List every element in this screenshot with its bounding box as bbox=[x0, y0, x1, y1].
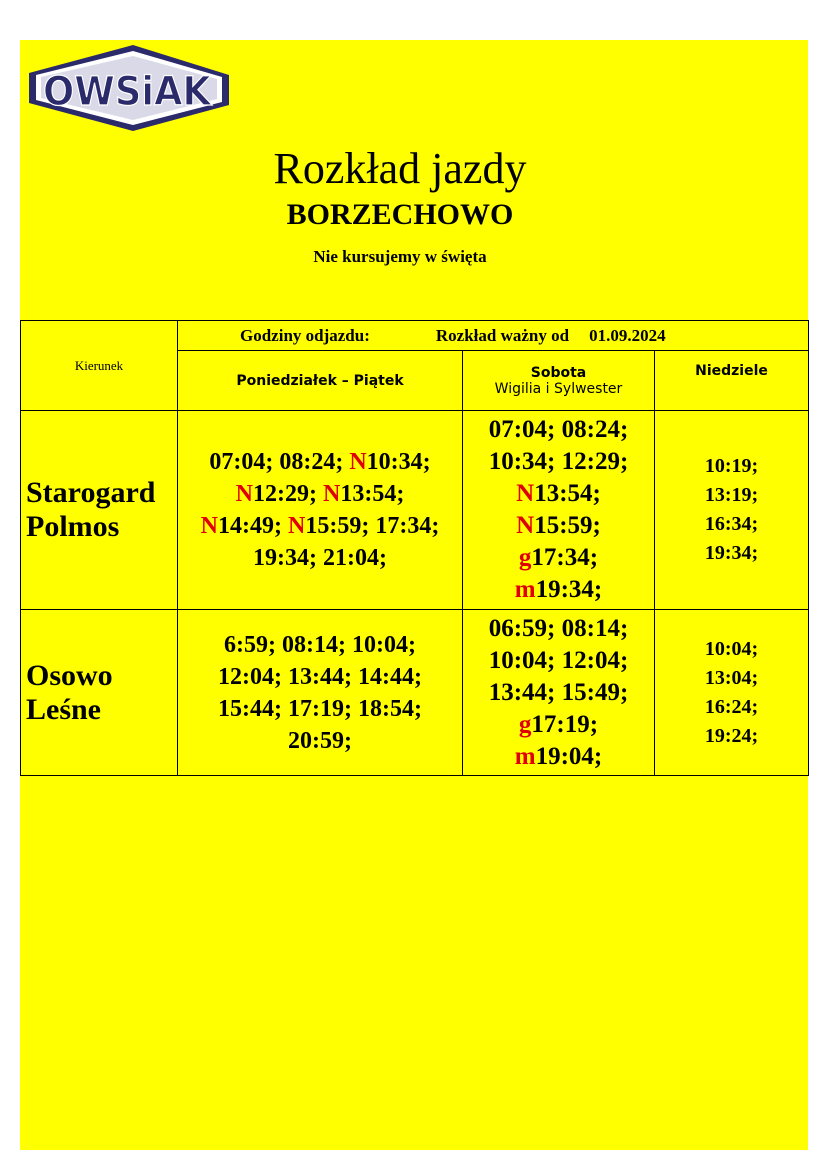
departure-times: 19:34; 21:04; bbox=[253, 545, 387, 571]
sunday-time: 13:19; bbox=[704, 484, 759, 506]
time-line bbox=[178, 478, 462, 510]
service-marker: N bbox=[200, 513, 219, 539]
destination-line: Starogard bbox=[26, 476, 156, 509]
destination-line: Osowo bbox=[26, 658, 113, 692]
time-line bbox=[178, 629, 462, 661]
sunday-times bbox=[655, 411, 809, 610]
page-title: Rozkład jazdy bbox=[273, 144, 527, 193]
saturday-times bbox=[463, 411, 655, 610]
destination-line: Polmos bbox=[26, 510, 120, 543]
time-line bbox=[178, 446, 462, 478]
time-line bbox=[178, 693, 462, 725]
destination-line: Leśne bbox=[26, 692, 101, 726]
service-marker: N bbox=[516, 480, 535, 507]
svg-text:OWSiAK: OWSiAK bbox=[43, 69, 213, 115]
time-line bbox=[463, 510, 654, 542]
departure-times: 13:54; bbox=[534, 480, 601, 507]
time-line bbox=[463, 613, 654, 645]
sunday-header bbox=[655, 351, 809, 411]
departure-times: 10:34; bbox=[366, 449, 431, 475]
departure-times: 13:44; 15:49; bbox=[488, 678, 629, 706]
time-line bbox=[178, 542, 462, 574]
time-line bbox=[178, 661, 462, 693]
saturday-label: Sobota bbox=[530, 364, 587, 381]
service-marker: m bbox=[514, 742, 536, 770]
service-marker: g bbox=[518, 544, 532, 571]
time-line bbox=[463, 478, 654, 510]
departure-times: 15:59; 17:34; bbox=[305, 513, 440, 539]
departure-times: 07:04; 08:24; bbox=[209, 449, 350, 475]
departure-times: 12:29; bbox=[253, 481, 323, 507]
saturday-header bbox=[463, 351, 655, 411]
sunday-times bbox=[655, 610, 809, 776]
sunday-time: 13:04; bbox=[704, 666, 759, 689]
departure-times: 07:04; 08:24; bbox=[488, 416, 629, 443]
owsiak-logo-graphic bbox=[23, 43, 229, 133]
departure-times: 10:04; 12:04; bbox=[488, 646, 629, 674]
weekdays-label: Poniedziałek – Piątek bbox=[236, 372, 404, 389]
time-line bbox=[463, 677, 654, 709]
service-marker: N bbox=[323, 481, 341, 507]
time-line bbox=[463, 574, 654, 606]
departure-times: 13:54; bbox=[340, 481, 405, 507]
departure-times: 06:59; 08:14; bbox=[488, 614, 629, 642]
owsiak-logo bbox=[23, 43, 229, 133]
sunday-time: 16:24; bbox=[704, 695, 759, 718]
sunday-time: 10:04; bbox=[704, 637, 759, 660]
table-row bbox=[21, 411, 809, 610]
holiday-note: Nie kursujemy w święta bbox=[313, 247, 487, 266]
departure-times: 17:19; bbox=[531, 710, 599, 738]
service-marker: N bbox=[349, 449, 367, 475]
departures-label: Godziny odjazdu: bbox=[240, 325, 370, 345]
destination-cell bbox=[21, 610, 178, 776]
saturday-times bbox=[463, 610, 655, 776]
departure-times: 19:34; bbox=[535, 576, 603, 603]
time-line bbox=[178, 725, 462, 757]
weekday-times bbox=[178, 411, 463, 610]
departure-times: 15:59; bbox=[534, 512, 601, 539]
departure-times: 19:04; bbox=[535, 742, 603, 770]
departure-times: 17:34; bbox=[531, 544, 599, 571]
weekday-times bbox=[178, 610, 463, 776]
destination-cell bbox=[21, 411, 178, 610]
timetable-sheet bbox=[20, 40, 808, 1150]
service-marker: N bbox=[288, 513, 306, 539]
time-line bbox=[463, 709, 654, 741]
sunday-time: 19:34; bbox=[704, 542, 759, 564]
departure-times: 6:59; 08:14; 10:04; bbox=[224, 631, 416, 658]
stop-name: BORZECHOWO bbox=[286, 198, 514, 231]
departure-times: 15:44; 17:19; 18:54; bbox=[218, 695, 422, 722]
departure-times: 20:59; bbox=[288, 727, 352, 754]
time-line bbox=[463, 645, 654, 677]
sunday-time: 19:24; bbox=[704, 724, 759, 747]
departure-times: 10:34; 12:29; bbox=[488, 448, 629, 475]
departure-times: 12:04; 13:44; 14:44; bbox=[218, 663, 422, 690]
service-marker: N bbox=[516, 512, 535, 539]
sunday-label: Niedziele bbox=[695, 363, 768, 379]
weekdays-header bbox=[178, 351, 463, 411]
valid-from-date: 01.09.2024 bbox=[589, 325, 666, 345]
time-line bbox=[178, 510, 462, 542]
service-marker: g bbox=[518, 710, 532, 738]
sunday-time: 16:34; bbox=[704, 513, 759, 535]
time-line bbox=[463, 741, 654, 773]
sunday-time: 10:19; bbox=[704, 455, 759, 477]
table-row bbox=[21, 610, 809, 776]
service-marker: m bbox=[514, 576, 536, 603]
time-line bbox=[463, 414, 654, 446]
time-line bbox=[463, 542, 654, 574]
valid-from-label: Rozkład ważny od bbox=[435, 325, 570, 345]
departure-times: 14:49; bbox=[218, 513, 288, 539]
timetable bbox=[20, 320, 809, 776]
service-marker: N bbox=[235, 481, 254, 507]
saturday-sublabel: Wigilia i Sylwester bbox=[494, 380, 623, 397]
departures-header bbox=[178, 321, 809, 351]
time-line bbox=[463, 446, 654, 478]
direction-header: Kierunek bbox=[21, 321, 178, 411]
